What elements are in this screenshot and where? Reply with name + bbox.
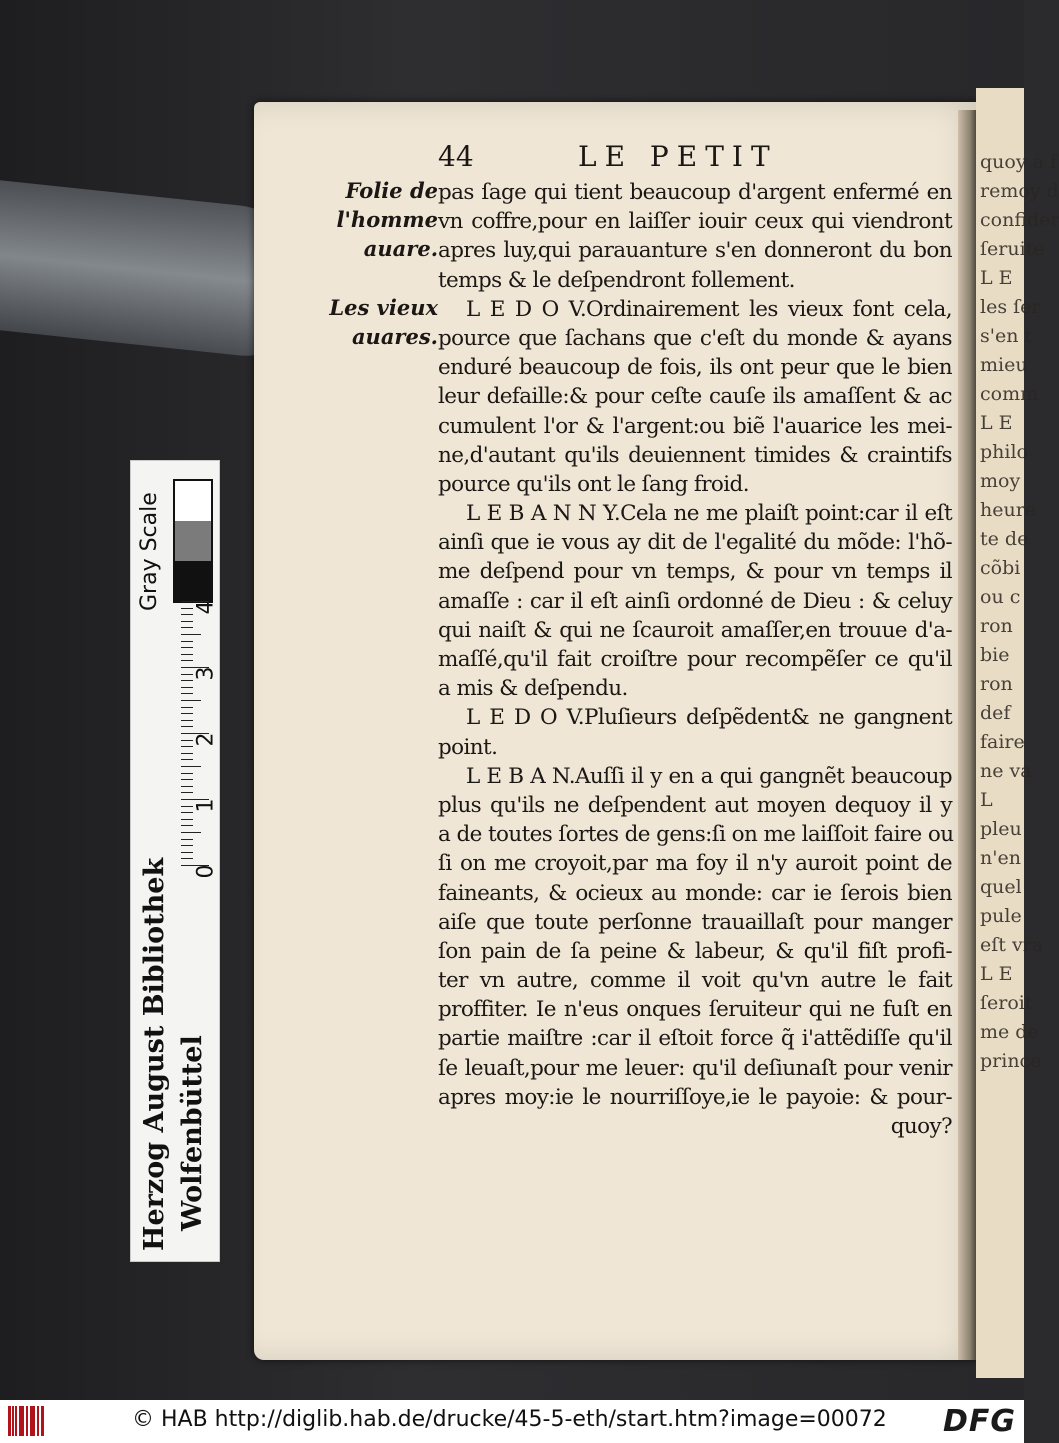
ruler-tick xyxy=(181,792,193,793)
text-line: enduré beaucoup de fois, ils ont peur que le bien xyxy=(438,355,952,381)
ruler-tick xyxy=(181,839,193,840)
institution-city: Wolfenbüttel xyxy=(177,1035,208,1231)
text-line: point. xyxy=(438,734,498,760)
text-line: maſſé,qu'il fait croiſtre pour recompẽſer ce qu'il xyxy=(438,647,952,672)
text-line: cumulent l'or & l'argent:ou biẽ l'auarice les mei- xyxy=(438,413,952,439)
ruler-tick xyxy=(181,614,193,615)
body-text xyxy=(438,178,952,1141)
ruler-tick xyxy=(181,773,193,774)
gray-scale-label: Gray Scale xyxy=(137,492,162,611)
facing-page-fragment: ron xyxy=(980,615,1013,637)
ruler-tick xyxy=(181,654,193,655)
logo-bar xyxy=(8,1406,11,1436)
running-title: LE PETIT xyxy=(578,140,778,173)
gray-scale-patch xyxy=(173,479,213,603)
margin-note: Les vieux xyxy=(329,294,438,320)
text-line: proffiter. Ie n'eus onques ſeruiteur qui ne fuſt en xyxy=(438,997,952,1023)
ruler-number: 0 xyxy=(193,864,219,879)
facing-page-fragment: eſt vra xyxy=(980,934,1044,956)
ruler-tick xyxy=(181,627,193,628)
ruler-tick xyxy=(181,680,193,681)
facing-page-fragment: L E xyxy=(980,267,1013,289)
logo-bar xyxy=(22,1406,24,1436)
facing-page-fragment: ron xyxy=(980,673,1013,695)
ruler-tick xyxy=(181,687,193,688)
logo-bar xyxy=(41,1406,44,1436)
text-line: ter vn autre, comme il voit qu'vn autre le fait xyxy=(438,968,952,994)
ruler-tick xyxy=(181,806,193,807)
text-line: vn coffre,pour en laiſſer iouir ceux qui viendront xyxy=(438,209,952,235)
text-line: a de toutes ſortes de gens:ſi on me laiſſoit faire ou xyxy=(438,822,954,848)
text-line: apres moy:ie le nourriſſoye,ie le payoie: & pour- xyxy=(438,1084,952,1110)
ruler-tick xyxy=(181,720,193,721)
text-line: ne,d'autant qu'ils deuiennent timides & craintifs xyxy=(438,442,952,468)
facing-page-fragment: s'en t xyxy=(980,325,1033,347)
ruler-tick xyxy=(181,759,193,760)
dfg-logo: DFG xyxy=(942,1404,1016,1439)
ruler-tick xyxy=(181,753,193,754)
text-line: ainſi que ie vous ay dit de l'egalité du mõde: l'hõ- xyxy=(438,530,952,556)
text-line: faineants, & ocieux au monde: car ie ſerois bien xyxy=(438,880,952,906)
facing-page-fragment: comm xyxy=(980,383,1039,405)
text-line: pource qu'ils ont le ſang froid. xyxy=(438,471,749,497)
ruler-tick xyxy=(181,852,193,853)
ruler-tick xyxy=(181,832,201,833)
ruler-tick xyxy=(181,621,193,622)
facing-page-fragment: mieu xyxy=(980,354,1028,376)
page-header xyxy=(438,140,958,180)
facing-page-fragment: heure xyxy=(980,499,1037,521)
ruler-number: 2 xyxy=(193,732,219,747)
ruler-tick xyxy=(181,845,193,846)
facing-page-fragment: ne va xyxy=(980,760,1032,782)
ruler-number: 3 xyxy=(193,666,219,681)
facing-page-fragment: faire xyxy=(980,731,1025,753)
color-ruler xyxy=(130,460,220,1262)
facing-page-fragment: quoy à f xyxy=(980,151,1058,173)
ruler-tick xyxy=(181,786,193,787)
hab-logo-icon xyxy=(8,1406,46,1436)
margin-note: l'homme xyxy=(336,207,438,233)
logo-bar xyxy=(26,1406,28,1436)
facing-page-fragment: pleu xyxy=(980,818,1022,840)
facing-page-fragment: ſeruite xyxy=(980,238,1045,260)
facing-page-fragment: L xyxy=(980,789,993,811)
text-line: L E B A N.Auſſi il y en a qui gangnẽt beaucoup xyxy=(466,763,952,789)
ruler-tick xyxy=(181,608,193,609)
text-line: apres luy,qui parauanture s'en donneront du bon xyxy=(438,238,952,264)
text-line: ſe leuaſt,pour me leuer: qu'il deſiunaſt pour venir xyxy=(438,1055,952,1081)
facing-page-fragment: L E xyxy=(980,412,1013,434)
page-number: 44 xyxy=(438,140,474,173)
text-line: quoy? xyxy=(890,1114,952,1139)
facing-page-fragment: L E xyxy=(980,963,1013,985)
logo-bar xyxy=(33,1406,35,1436)
facing-page-fragment: n'en xyxy=(980,847,1021,869)
text-line: L E D O V.Pluſieurs deſpẽdent& ne gangnent xyxy=(466,705,952,731)
text-line: temps & le deſpendront follement. xyxy=(438,267,795,293)
facing-page-fragment: confider xyxy=(980,209,1059,231)
logo-bar xyxy=(15,1406,17,1436)
text-line: L E B A N N Y.Cela ne me plaiſt point:car il eſt xyxy=(466,501,952,527)
facing-page-fragment: bie xyxy=(980,644,1010,666)
text-line: ſon pain de ſa peine & labeur, & qu'il fiſt profi- xyxy=(438,938,952,964)
text-line: pas ſage qui tient beaucoup d'argent enfermé en xyxy=(438,180,952,205)
facing-page-fragment: quel xyxy=(980,876,1022,898)
ruler-tick xyxy=(181,707,193,708)
logo-bar xyxy=(37,1406,39,1436)
ruler-tick xyxy=(181,693,193,694)
ruler-tick xyxy=(181,674,193,675)
ruler-tick xyxy=(181,740,193,741)
text-line: partie maiſtre :car il eſtoit force q̃ i'attẽdiſſe qu'il xyxy=(438,1026,952,1052)
ruler-tick xyxy=(181,858,193,859)
ruler-tick xyxy=(181,819,193,820)
facing-page-fragment: philo xyxy=(980,441,1028,463)
ruler-tick xyxy=(181,713,193,714)
page-gutter xyxy=(958,110,978,1360)
facing-page-edge xyxy=(976,88,1059,1378)
text-line: a mis & deſpendu. xyxy=(438,676,628,702)
facing-page-fragment: def xyxy=(980,702,1011,724)
ruler-tick xyxy=(181,641,193,642)
logo-bar xyxy=(12,1406,14,1436)
ruler-tick xyxy=(181,779,193,780)
ruler-tick xyxy=(181,766,201,767)
facing-page-text xyxy=(980,148,1059,1076)
text-line: aiſe que toute perſonne trauaillaſt pour manger xyxy=(438,909,952,935)
ruler-tick xyxy=(181,660,193,661)
text-line: L E D O V.Ordinairement les vieux font cela, xyxy=(466,296,952,322)
footer-url[interactable]: © HAB http://diglib.hab.de/drucke/45-5-eth/start.htm?image=00072 xyxy=(132,1407,887,1432)
facing-page-fragment: me de xyxy=(980,1021,1039,1043)
text-line: plus qu'ils ne deſpendent aut moyen dequoy il y xyxy=(438,792,952,818)
text-line: me deſpend pour vn temps, & pour vn temps il xyxy=(438,559,952,585)
text-line: qui naiſt & qui ne ſcauroit amaſſer,en trouue d'a- xyxy=(438,617,952,643)
ruler-number: 1 xyxy=(193,798,219,813)
ruler-tick xyxy=(181,812,193,813)
facing-page-fragment: te de xyxy=(980,528,1029,550)
ruler-tick xyxy=(181,746,193,747)
ruler-tick xyxy=(181,825,193,826)
facing-page-fragment: ou c xyxy=(980,586,1021,608)
footer-bar xyxy=(0,1400,1024,1443)
ruler-number: 4 xyxy=(193,600,219,615)
text-line: amaſſe : car il eſt ainſi ordonné de Dieu : & celuy xyxy=(438,588,952,614)
facing-page-fragment: cõbi xyxy=(980,557,1021,579)
text-line: pource que ſachans que c'eſt du monde & ayans xyxy=(438,325,952,351)
ruler-tick xyxy=(181,700,201,701)
facing-page-fragment: ſeroit xyxy=(980,992,1033,1014)
ruler-tick xyxy=(181,647,193,648)
ruler-tick xyxy=(181,726,193,727)
margin-note: auares. xyxy=(351,324,438,349)
institution-name: Herzog August Bibliothek xyxy=(139,857,170,1251)
facing-page-fragment: prince xyxy=(980,1050,1042,1072)
facing-page-fragment: pule xyxy=(980,905,1022,927)
facing-page-fragment: les ſer xyxy=(980,296,1041,318)
text-line: leur defaille:& pour ceſte cauſe ils amaſſent & ac xyxy=(438,384,952,410)
facing-page-fragment: moy xyxy=(980,470,1021,492)
facing-page-fragment: remoy d xyxy=(980,180,1059,202)
margin-note: auare. xyxy=(363,236,438,262)
ruler-tick xyxy=(181,634,201,635)
margin-note: Folie de xyxy=(345,178,438,203)
text-line: ſi on me croyoit,par ma foy il n'y auroit point de xyxy=(438,851,952,877)
